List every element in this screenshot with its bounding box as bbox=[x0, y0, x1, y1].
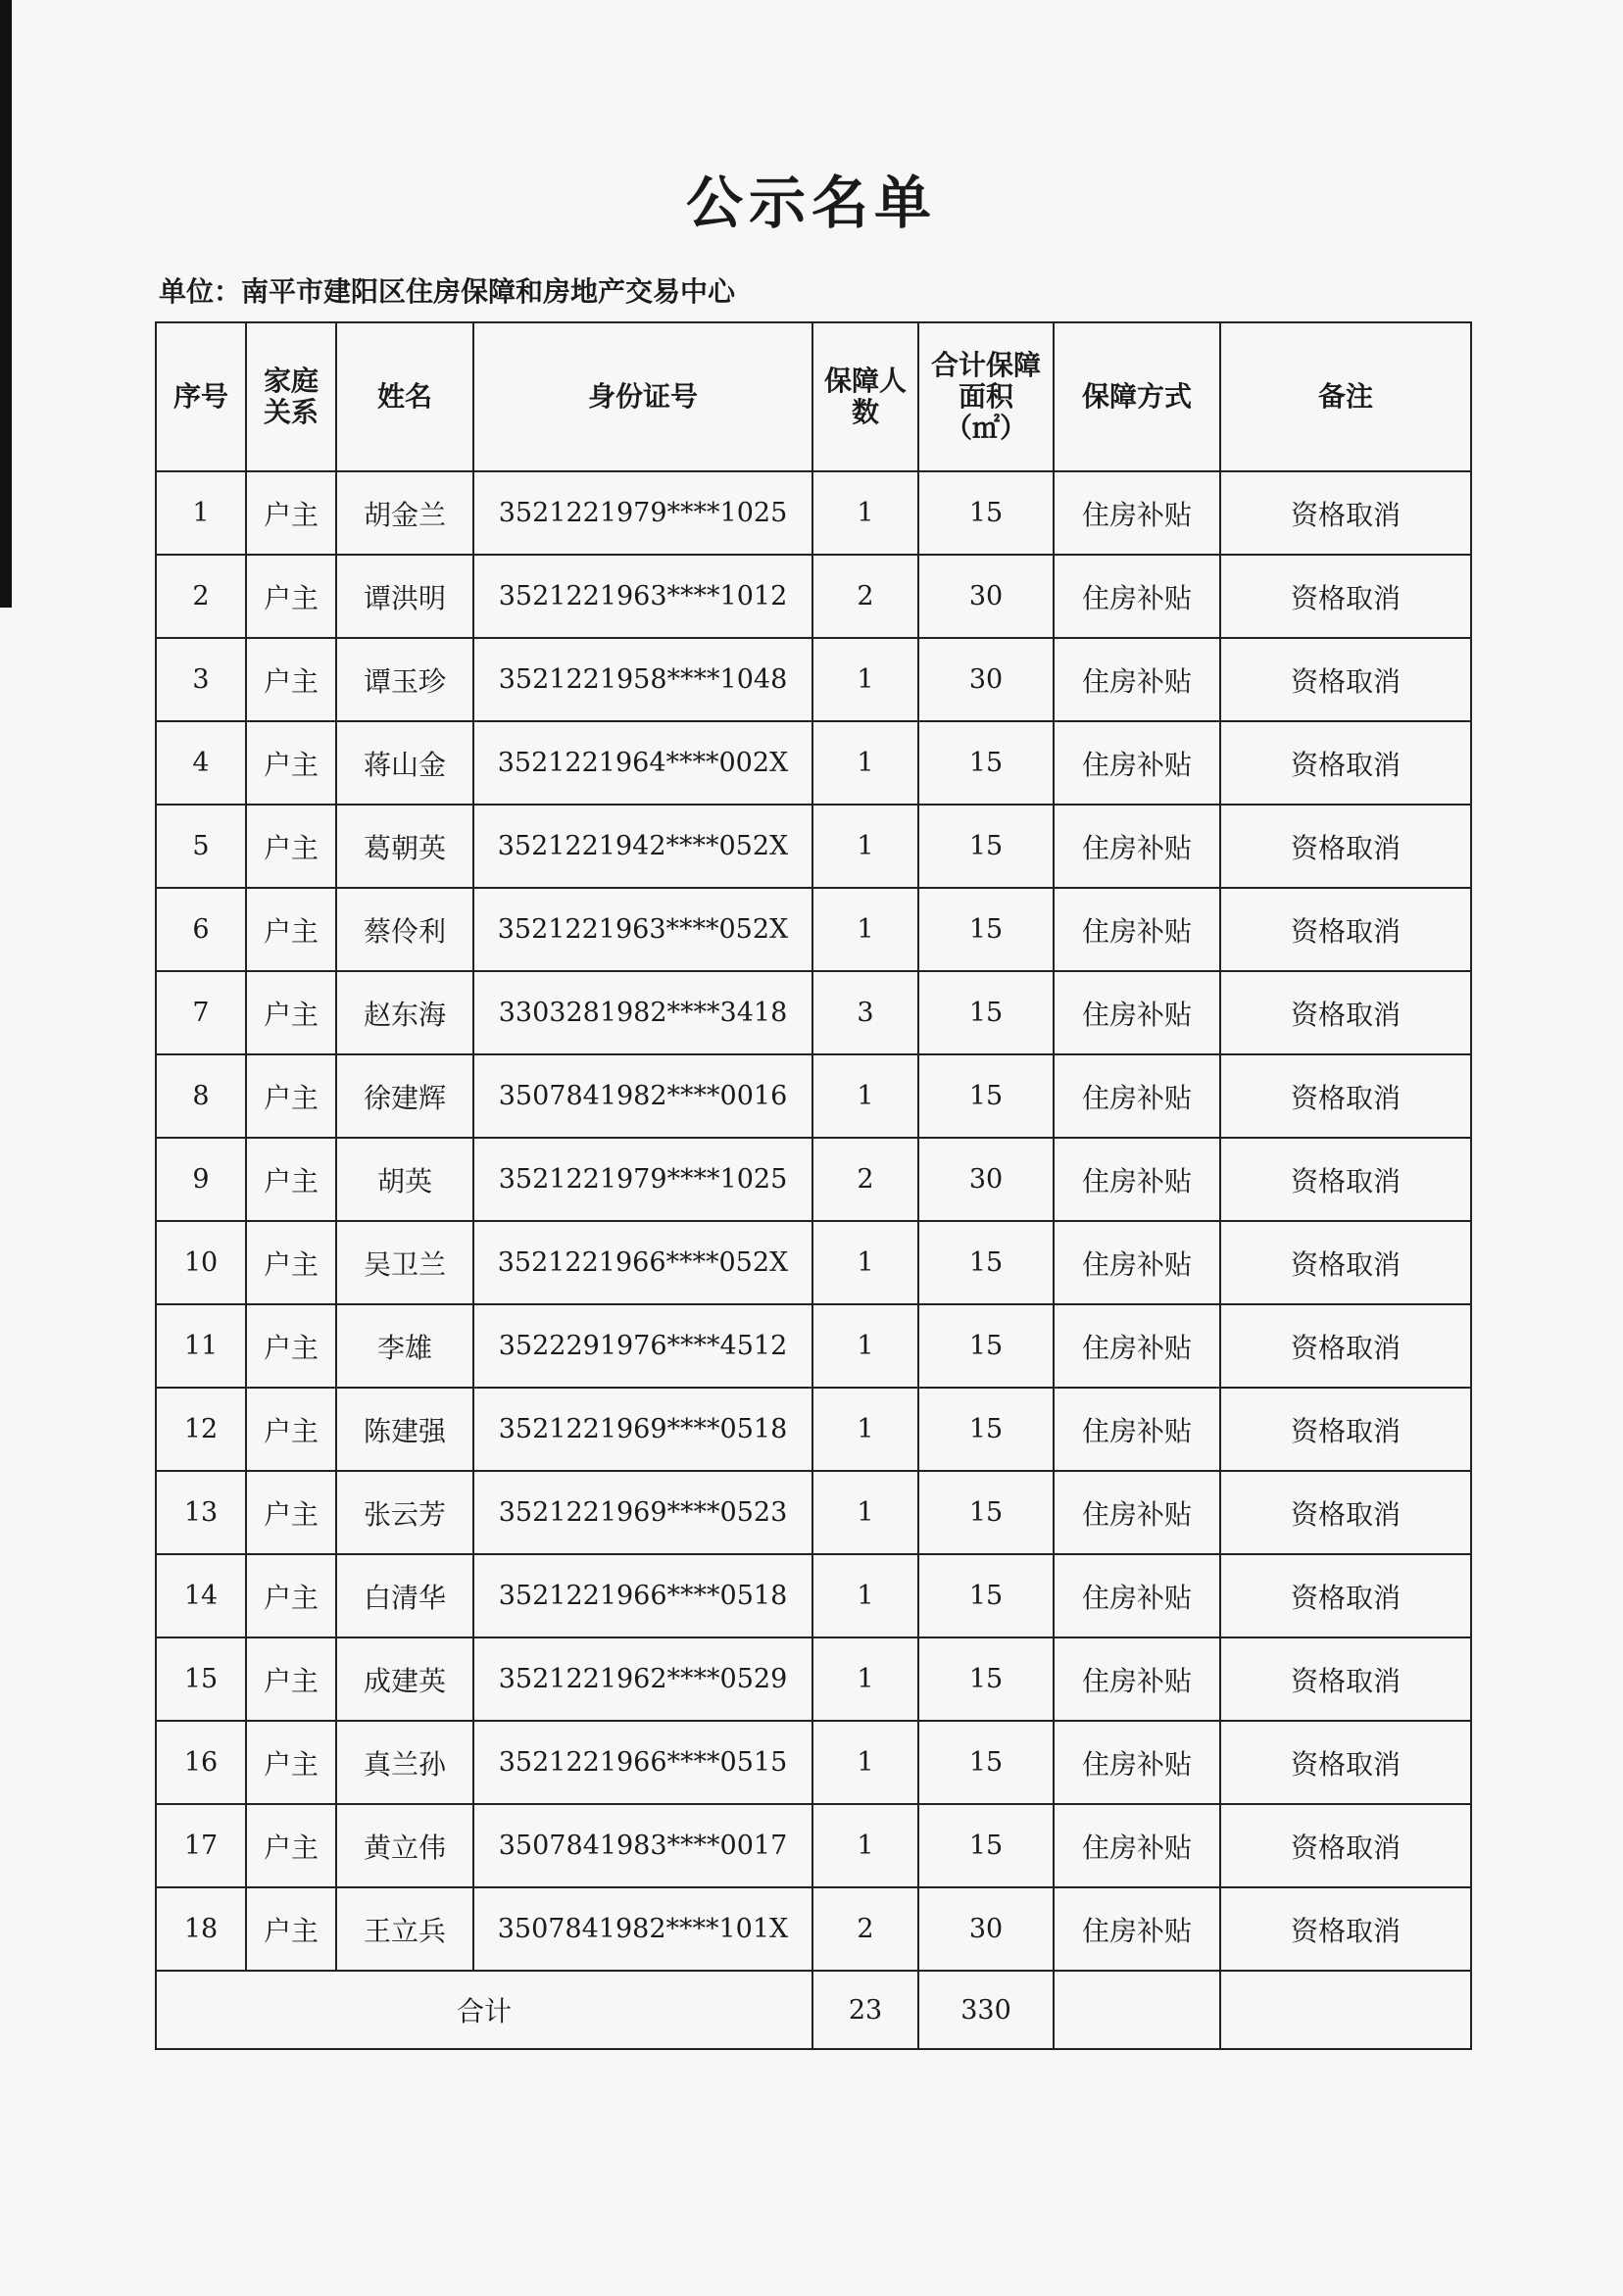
cell-seq: 3 bbox=[156, 638, 246, 721]
cell-persons: 1 bbox=[812, 471, 918, 555]
cell-remark: 资格取消 bbox=[1220, 471, 1471, 555]
cell-persons: 1 bbox=[812, 1471, 918, 1554]
cell-seq: 7 bbox=[156, 971, 246, 1054]
cell-persons: 1 bbox=[812, 1804, 918, 1887]
cell-seq: 5 bbox=[156, 805, 246, 888]
cell-id: 3303281982****3418 bbox=[473, 971, 812, 1054]
table-row bbox=[156, 888, 1471, 971]
cell-seq: 12 bbox=[156, 1388, 246, 1471]
cell-seq: 9 bbox=[156, 1138, 246, 1221]
cell-remark: 资格取消 bbox=[1220, 1138, 1471, 1221]
total-remark-empty bbox=[1220, 1971, 1471, 2049]
cell-remark: 资格取消 bbox=[1220, 1221, 1471, 1304]
cell-seq: 15 bbox=[156, 1637, 246, 1721]
cell-persons: 2 bbox=[812, 1138, 918, 1221]
cell-method: 住房补贴 bbox=[1054, 1388, 1220, 1471]
cell-id: 3521221964****002X bbox=[473, 721, 812, 805]
header-seq: 序号 bbox=[156, 322, 246, 471]
cell-area: 15 bbox=[918, 1471, 1054, 1554]
scan-edge-shadow bbox=[0, 0, 12, 608]
cell-id: 3521221966****0518 bbox=[473, 1554, 812, 1637]
cell-relation: 户主 bbox=[246, 638, 336, 721]
cell-persons: 2 bbox=[812, 555, 918, 638]
cell-seq: 17 bbox=[156, 1804, 246, 1887]
cell-remark: 资格取消 bbox=[1220, 555, 1471, 638]
cell-method: 住房补贴 bbox=[1054, 1804, 1220, 1887]
unit-line: 单位：南平市建阳区住房保障和房地产交易中心 bbox=[159, 275, 736, 308]
table-row bbox=[156, 805, 1471, 888]
cell-relation: 户主 bbox=[246, 971, 336, 1054]
cell-name: 葛朝英 bbox=[336, 805, 473, 888]
cell-method: 住房补贴 bbox=[1054, 555, 1220, 638]
cell-method: 住房补贴 bbox=[1054, 1887, 1220, 1971]
cell-name: 吴卫兰 bbox=[336, 1221, 473, 1304]
cell-area: 15 bbox=[918, 1054, 1054, 1138]
cell-area: 15 bbox=[918, 1388, 1054, 1471]
cell-name: 真兰孙 bbox=[336, 1721, 473, 1804]
cell-method: 住房补贴 bbox=[1054, 1054, 1220, 1138]
table-row bbox=[156, 638, 1471, 721]
cell-persons: 1 bbox=[812, 1221, 918, 1304]
cell-persons: 1 bbox=[812, 1554, 918, 1637]
cell-name: 黄立伟 bbox=[336, 1804, 473, 1887]
cell-area: 15 bbox=[918, 1554, 1054, 1637]
cell-seq: 4 bbox=[156, 721, 246, 805]
cell-method: 住房补贴 bbox=[1054, 1637, 1220, 1721]
cell-relation: 户主 bbox=[246, 1554, 336, 1637]
cell-method: 住房补贴 bbox=[1054, 471, 1220, 555]
cell-name: 张云芳 bbox=[336, 1471, 473, 1554]
cell-name: 胡英 bbox=[336, 1138, 473, 1221]
cell-seq: 14 bbox=[156, 1554, 246, 1637]
table-row bbox=[156, 1554, 1471, 1637]
cell-id: 3521221979****1025 bbox=[473, 1138, 812, 1221]
cell-id: 3521221969****0523 bbox=[473, 1471, 812, 1554]
total-area: 330 bbox=[918, 1971, 1054, 2049]
cell-relation: 户主 bbox=[246, 555, 336, 638]
table-row bbox=[156, 1304, 1471, 1388]
table-row bbox=[156, 1471, 1471, 1554]
cell-area: 15 bbox=[918, 1304, 1054, 1388]
cell-seq: 10 bbox=[156, 1221, 246, 1304]
cell-name: 胡金兰 bbox=[336, 471, 473, 555]
table-row bbox=[156, 1388, 1471, 1471]
total-persons: 23 bbox=[812, 1971, 918, 2049]
cell-method: 住房补贴 bbox=[1054, 888, 1220, 971]
cell-remark: 资格取消 bbox=[1220, 1721, 1471, 1804]
cell-area: 30 bbox=[918, 1138, 1054, 1221]
table-row bbox=[156, 1138, 1471, 1221]
table-header-row bbox=[156, 322, 1471, 471]
cell-method: 住房补贴 bbox=[1054, 971, 1220, 1054]
table-row bbox=[156, 471, 1471, 555]
header-method: 保障方式 bbox=[1054, 322, 1220, 471]
cell-id: 3521221969****0518 bbox=[473, 1388, 812, 1471]
cell-name: 赵东海 bbox=[336, 971, 473, 1054]
cell-relation: 户主 bbox=[246, 1887, 336, 1971]
cell-method: 住房补贴 bbox=[1054, 1554, 1220, 1637]
cell-name: 成建英 bbox=[336, 1637, 473, 1721]
cell-seq: 18 bbox=[156, 1887, 246, 1971]
header-name: 姓名 bbox=[336, 322, 473, 471]
cell-relation: 户主 bbox=[246, 471, 336, 555]
table-row bbox=[156, 555, 1471, 638]
cell-persons: 2 bbox=[812, 1887, 918, 1971]
cell-seq: 6 bbox=[156, 888, 246, 971]
public-list-table bbox=[155, 321, 1472, 2050]
cell-method: 住房补贴 bbox=[1054, 1138, 1220, 1221]
cell-id: 3507841983****0017 bbox=[473, 1804, 812, 1887]
cell-persons: 1 bbox=[812, 1304, 918, 1388]
table-row bbox=[156, 1637, 1471, 1721]
table-row bbox=[156, 1804, 1471, 1887]
table-row bbox=[156, 1221, 1471, 1304]
cell-name: 李雄 bbox=[336, 1304, 473, 1388]
cell-area: 15 bbox=[918, 1804, 1054, 1887]
cell-area: 15 bbox=[918, 1721, 1054, 1804]
cell-remark: 资格取消 bbox=[1220, 1637, 1471, 1721]
cell-persons: 1 bbox=[812, 638, 918, 721]
cell-persons: 1 bbox=[812, 888, 918, 971]
cell-id: 3521221962****0529 bbox=[473, 1637, 812, 1721]
cell-persons: 1 bbox=[812, 1637, 918, 1721]
cell-id: 3521221942****052X bbox=[473, 805, 812, 888]
cell-persons: 1 bbox=[812, 1388, 918, 1471]
cell-id: 3507841982****101X bbox=[473, 1887, 812, 1971]
cell-id: 3522291976****4512 bbox=[473, 1304, 812, 1388]
cell-remark: 资格取消 bbox=[1220, 1388, 1471, 1471]
cell-relation: 户主 bbox=[246, 1054, 336, 1138]
cell-area: 30 bbox=[918, 638, 1054, 721]
cell-id: 3521221963****1012 bbox=[473, 555, 812, 638]
table-total-row bbox=[156, 1971, 1471, 2049]
cell-remark: 资格取消 bbox=[1220, 1304, 1471, 1388]
cell-remark: 资格取消 bbox=[1220, 805, 1471, 888]
cell-remark: 资格取消 bbox=[1220, 721, 1471, 805]
cell-method: 住房补贴 bbox=[1054, 805, 1220, 888]
cell-id: 3521221966****052X bbox=[473, 1221, 812, 1304]
cell-id: 3521221979****1025 bbox=[473, 471, 812, 555]
cell-relation: 户主 bbox=[246, 1388, 336, 1471]
cell-remark: 资格取消 bbox=[1220, 1554, 1471, 1637]
cell-persons: 1 bbox=[812, 721, 918, 805]
table-row bbox=[156, 721, 1471, 805]
cell-method: 住房补贴 bbox=[1054, 638, 1220, 721]
cell-remark: 资格取消 bbox=[1220, 1054, 1471, 1138]
cell-relation: 户主 bbox=[246, 721, 336, 805]
cell-seq: 11 bbox=[156, 1304, 246, 1388]
cell-area: 15 bbox=[918, 971, 1054, 1054]
cell-area: 30 bbox=[918, 555, 1054, 638]
cell-relation: 户主 bbox=[246, 1471, 336, 1554]
cell-id: 3507841982****0016 bbox=[473, 1054, 812, 1138]
cell-remark: 资格取消 bbox=[1220, 1471, 1471, 1554]
header-relation: 家庭关系 bbox=[246, 322, 336, 471]
cell-area: 15 bbox=[918, 721, 1054, 805]
cell-seq: 13 bbox=[156, 1471, 246, 1554]
table-row bbox=[156, 1887, 1471, 1971]
cell-persons: 3 bbox=[812, 971, 918, 1054]
cell-seq: 1 bbox=[156, 471, 246, 555]
document-title: 公示名单 bbox=[685, 170, 937, 236]
cell-seq: 16 bbox=[156, 1721, 246, 1804]
cell-relation: 户主 bbox=[246, 1637, 336, 1721]
cell-persons: 1 bbox=[812, 1054, 918, 1138]
cell-id: 3521221966****0515 bbox=[473, 1721, 812, 1804]
header-persons: 保障人数 bbox=[812, 322, 918, 471]
cell-relation: 户主 bbox=[246, 1804, 336, 1887]
total-label: 合计 bbox=[156, 1971, 812, 2049]
cell-relation: 户主 bbox=[246, 1304, 336, 1388]
cell-name: 白清华 bbox=[336, 1554, 473, 1637]
cell-relation: 户主 bbox=[246, 1721, 336, 1804]
table-row bbox=[156, 1054, 1471, 1138]
total-method-empty bbox=[1054, 1971, 1220, 2049]
cell-remark: 资格取消 bbox=[1220, 888, 1471, 971]
cell-id: 3521221963****052X bbox=[473, 888, 812, 971]
cell-method: 住房补贴 bbox=[1054, 721, 1220, 805]
cell-persons: 1 bbox=[812, 805, 918, 888]
cell-persons: 1 bbox=[812, 1721, 918, 1804]
cell-name: 王立兵 bbox=[336, 1887, 473, 1971]
cell-area: 15 bbox=[918, 888, 1054, 971]
cell-name: 蔡伶利 bbox=[336, 888, 473, 971]
cell-relation: 户主 bbox=[246, 1221, 336, 1304]
cell-method: 住房补贴 bbox=[1054, 1721, 1220, 1804]
cell-remark: 资格取消 bbox=[1220, 1887, 1471, 1971]
cell-id: 3521221958****1048 bbox=[473, 638, 812, 721]
cell-name: 徐建辉 bbox=[336, 1054, 473, 1138]
cell-method: 住房补贴 bbox=[1054, 1304, 1220, 1388]
cell-relation: 户主 bbox=[246, 805, 336, 888]
cell-relation: 户主 bbox=[246, 888, 336, 971]
cell-remark: 资格取消 bbox=[1220, 971, 1471, 1054]
cell-name: 谭洪明 bbox=[336, 555, 473, 638]
cell-name: 陈建强 bbox=[336, 1388, 473, 1471]
cell-name: 蒋山金 bbox=[336, 721, 473, 805]
cell-method: 住房补贴 bbox=[1054, 1471, 1220, 1554]
cell-area: 30 bbox=[918, 1887, 1054, 1971]
cell-remark: 资格取消 bbox=[1220, 638, 1471, 721]
cell-area: 15 bbox=[918, 805, 1054, 888]
header-remark: 备注 bbox=[1220, 322, 1471, 471]
cell-seq: 2 bbox=[156, 555, 246, 638]
cell-name: 谭玉珍 bbox=[336, 638, 473, 721]
table-row bbox=[156, 1721, 1471, 1804]
cell-area: 15 bbox=[918, 1221, 1054, 1304]
cell-area: 15 bbox=[918, 471, 1054, 555]
cell-method: 住房补贴 bbox=[1054, 1221, 1220, 1304]
cell-remark: 资格取消 bbox=[1220, 1804, 1471, 1887]
table-row bbox=[156, 971, 1471, 1054]
cell-seq: 8 bbox=[156, 1054, 246, 1138]
cell-area: 15 bbox=[918, 1637, 1054, 1721]
header-id: 身份证号 bbox=[473, 322, 812, 471]
header-area: 合计保障面积（㎡） bbox=[918, 322, 1054, 471]
cell-relation: 户主 bbox=[246, 1138, 336, 1221]
